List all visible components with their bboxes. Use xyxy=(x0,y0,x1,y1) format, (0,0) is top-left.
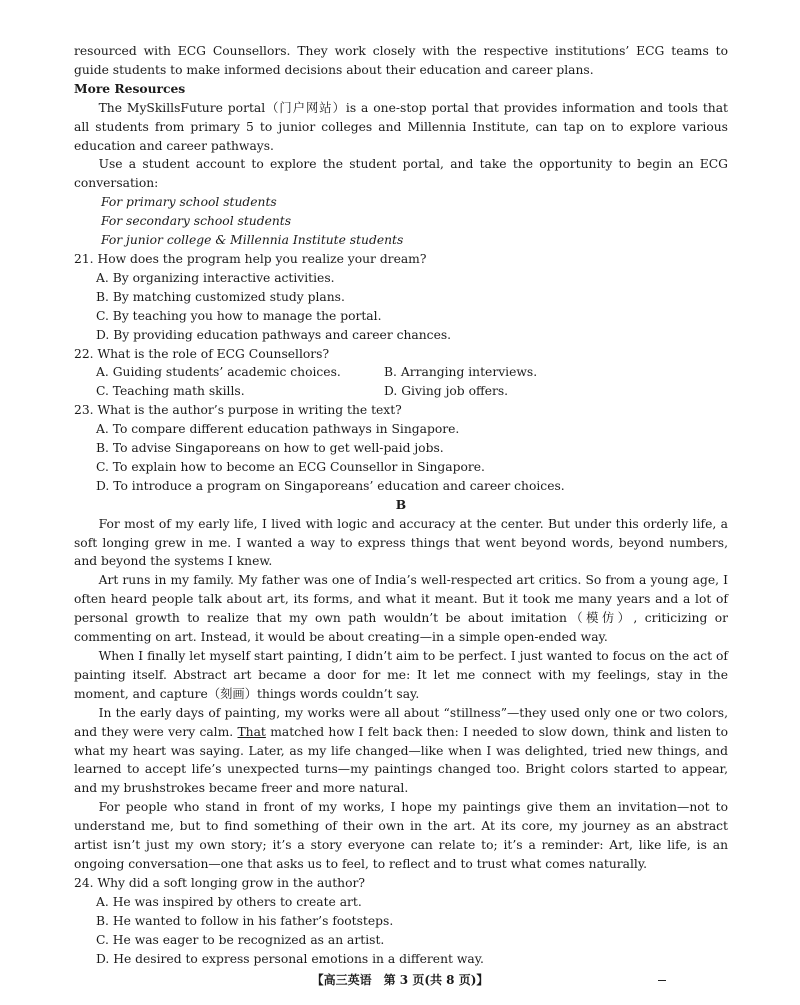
section-heading: More Resources xyxy=(74,80,186,96)
option-d: D. By providing education pathways and career chances. xyxy=(96,327,452,342)
underlined-word: That xyxy=(237,724,266,739)
option-c: C. By teaching you how to manage the portal. xyxy=(96,308,382,323)
passage-b-paragraph: For most of my early life, I lived with logic and accuracy at the center. But under this orderly life, a soft longing grew in me. I wanted a way to express things that went beyond words, beyond numbers, and beyond the systems I knew. xyxy=(74,516,728,569)
question-stem: 24. Why did a soft longing grow in the author? xyxy=(74,875,365,890)
page-footer: 【高三英语 第 3 页(共 8 页)】 xyxy=(311,973,489,987)
paragraph-text: matched how I felt back then: I needed to slow down, think and listen to what my heart was saying. Later, as my life changed—like when I was delighted, tried new things, and learned to accept life’s unexpected turns—my paintings changed too. Bright colors started to appear, and my brushstrokes became freer and more natural. xyxy=(74,724,728,796)
passage-a-paragraph: Use a student account to explore the student portal, and take the opportunity to begin an ECG conversation: xyxy=(74,157,728,191)
option-row xyxy=(74,382,728,401)
passage-b-paragraph xyxy=(74,704,728,799)
option-c: C. Teaching math skills. xyxy=(96,384,245,399)
passage-b-paragraph: Art runs in my family. My father was one of India’s well-respected art critics. So from a young age, I often heard people talk about art, its forms, and what it meant. But it took me many years and a lot of personal growth to realize that my own path wouldn’t be about imitation（模仿）, criticizing or commenting on art. Instead, it would be about creating—in a simple open-ended way. xyxy=(74,573,728,645)
question-stem: 22. What is the role of ECG Counsellors? xyxy=(74,346,330,361)
option-a: A. By organizing interactive activities. xyxy=(96,270,335,285)
passage-a-paragraph: The MySkillsFuture portal（门户网站）is a one-stop portal that provides information and tools that all students from primary 5 to junior colleges and Millennia Institute, can tap on to explore various education and career pathways. xyxy=(74,100,728,153)
paragraph-text: In the early days of painting, my works were all about “stillness”—they used only one or two colors, and they were very calm. xyxy=(74,705,728,739)
passage-b-paragraph: For people who stand in front of my works, I hope my paintings give them an invitation—not to understand me, but to find something of their own in the art. At its core, my journey as an abstract artist isn’t just my own story; it’s a story everyone can relate to; it’s a reminder: Art, like life, is an ongoing conversation—one that asks us to feel, to reflect and to trust what comes naturally. xyxy=(74,800,728,871)
passage-a-paragraph: resourced with ECG Counsellors. They work closely with the respective institutions’ ECG teams to guide students to make informed decisions about their education and career plans. xyxy=(74,44,728,77)
option-c: C. To explain how to become an ECG Counsellor in Singapore. xyxy=(96,459,485,474)
option-b: B. To advise Singaporeans on how to get well-paid jobs. xyxy=(96,441,444,456)
option-a: A. To compare different education pathways in Singapore. xyxy=(96,422,460,437)
option-d: D. Giving job offers. xyxy=(384,384,509,399)
option-c: C. He was eager to be recognized as an artist. xyxy=(96,932,385,947)
option-b: B. Arranging interviews. xyxy=(384,365,538,380)
portal-link[interactable]: For junior college & Millennia Institute students xyxy=(101,233,404,248)
option-row xyxy=(74,363,728,382)
question-stem: 21. How does the program help you realize your dream? xyxy=(74,251,427,266)
passage-label: B xyxy=(395,496,407,512)
option-d: D. He desired to express personal emotions in a different way. xyxy=(96,951,484,966)
portal-link[interactable]: For secondary school students xyxy=(101,214,292,229)
option-b: B. By matching customized study plans. xyxy=(96,289,345,304)
option-d: D. To introduce a program on Singaporeans’ education and career choices. xyxy=(96,478,565,493)
exam-page xyxy=(74,42,728,968)
option-a: A. Guiding students’ academic choices. xyxy=(96,365,341,380)
passage-b-paragraph: When I finally let myself start painting, I didn’t aim to be perfect. I just wanted to focus on the act of painting itself. Abstract art became a door for me: It let me connect with my feelings, stay in the moment, and capture（刻画）things words couldn’t say. xyxy=(74,649,728,701)
footer-dash xyxy=(658,980,666,981)
question-stem: 23. What is the author’s purpose in writing the text? xyxy=(74,403,402,418)
option-b: B. He wanted to follow in his father’s footsteps. xyxy=(96,913,394,928)
option-a: A. He was inspired by others to create art. xyxy=(96,894,362,909)
portal-link[interactable]: For primary school students xyxy=(101,195,277,210)
